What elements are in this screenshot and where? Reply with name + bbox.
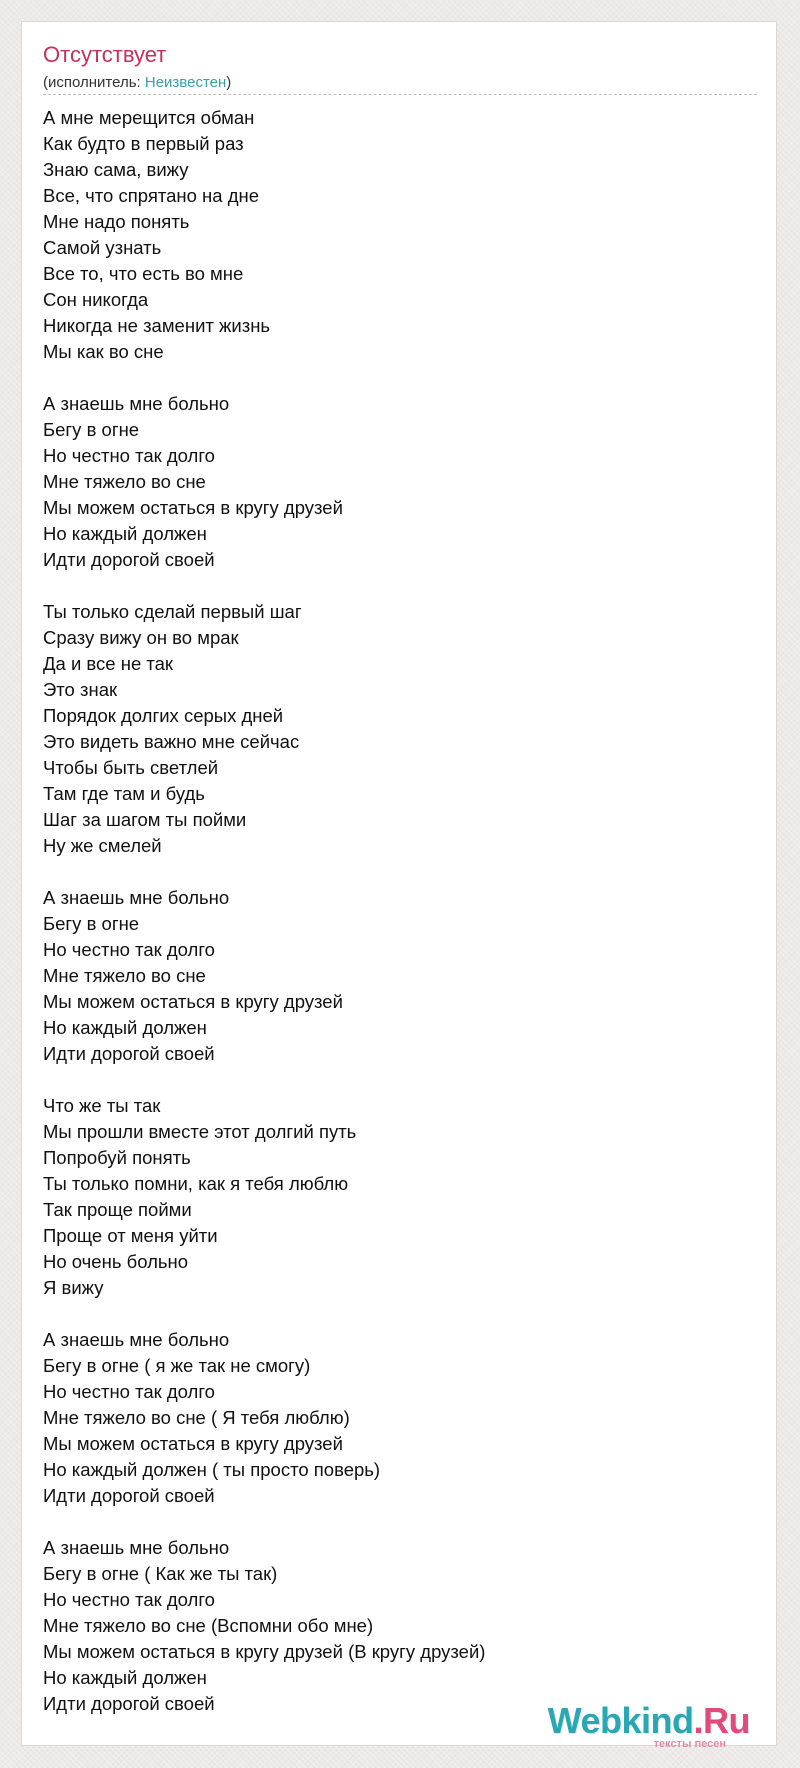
site-logo[interactable] xyxy=(547,1700,750,1750)
stanza-gap xyxy=(43,573,743,599)
lyric-line: Бегу в огне ( я же так не смогу) xyxy=(43,1355,311,1376)
lyric-line: Так проще пойми xyxy=(43,1199,192,1220)
performer-line xyxy=(43,75,231,90)
lyric-line: Никогда не заменит жизнь xyxy=(43,315,271,336)
lyric-line: Бегу в огне xyxy=(43,913,140,934)
lyric-line: Но каждый должен xyxy=(43,1017,207,1038)
stanza-gap xyxy=(43,859,743,885)
lyric-line: А мне мерещится обман xyxy=(43,107,255,128)
logo-name: Webkind xyxy=(547,1700,694,1741)
lyric-line: Мне тяжело во сне xyxy=(43,471,206,492)
lyric-line: Я вижу xyxy=(43,1277,104,1298)
lyric-line: Мы можем остаться в кругу друзей (В кругу друзей) xyxy=(43,1641,486,1662)
logo-tagline: тексты песен xyxy=(653,1738,726,1750)
lyric-line: Самой узнать xyxy=(43,237,162,258)
lyric-line: Ты только помни, как я тебя люблю xyxy=(43,1173,349,1194)
lyric-line: Сразу вижу он во мрак xyxy=(43,627,239,648)
lyric-line: А знаешь мне больно xyxy=(43,1329,230,1350)
performer-prefix: (исполнитель: xyxy=(43,74,145,91)
lyric-line: Да и все не так xyxy=(43,653,174,674)
lyric-line: Как будто в первый раз xyxy=(43,133,244,154)
lyric-line: Мы можем остаться в кругу друзей xyxy=(43,991,343,1012)
lyric-line: Мы можем остаться в кругу друзей xyxy=(43,1433,343,1454)
lyric-line: Проще от меня уйти xyxy=(43,1225,218,1246)
stanza-gap xyxy=(43,1509,743,1535)
lyric-line: Но каждый должен xyxy=(43,523,207,544)
stanza-gap xyxy=(43,365,743,391)
lyric-line: Чтобы быть светлей xyxy=(43,757,219,778)
lyric-line: Все то, что есть во мне xyxy=(43,263,244,284)
lyric-line: Идти дорогой своей xyxy=(43,549,215,570)
lyric-line: Идти дорогой своей xyxy=(43,1485,215,1506)
lyric-line: Ну же смелей xyxy=(43,835,162,856)
stanza-gap xyxy=(43,1301,743,1327)
lyric-line: Бегу в огне ( Как же ты так) xyxy=(43,1563,278,1584)
lyric-line: Идти дорогой своей xyxy=(43,1693,215,1714)
lyric-line: Это видеть важно мне сейчас xyxy=(43,731,300,752)
lyric-line: Но каждый должен ( ты просто поверь) xyxy=(43,1459,381,1480)
lyric-line: Мне тяжело во сне ( Я тебя люблю) xyxy=(43,1407,350,1428)
lyric-line: Там где там и будь xyxy=(43,783,205,804)
performer-link[interactable]: Неизвестен xyxy=(144,74,227,91)
lyric-line: Мне тяжело во сне (Вспомни обо мне) xyxy=(43,1615,374,1636)
lyric-line: Бегу в огне xyxy=(43,419,140,440)
lyric-line: Мне надо понять xyxy=(43,211,190,232)
lyrics-card xyxy=(21,21,777,1750)
lyric-line: Но честно так долго xyxy=(43,939,215,960)
lyric-line: Порядок долгих серых дней xyxy=(43,705,284,726)
lyric-line: Но честно так долго xyxy=(43,445,215,466)
lyric-line: Мы как во сне xyxy=(43,341,164,362)
performer-suffix: ) xyxy=(226,74,232,91)
title-divider xyxy=(43,94,757,95)
lyric-line: Мы можем остаться в кругу друзей xyxy=(43,497,343,518)
lyric-line: Все, что спрятано на дне xyxy=(43,185,260,206)
lyric-line: Ты только сделай первый шаг xyxy=(43,601,302,622)
lyric-line: Идти дорогой своей xyxy=(43,1043,215,1064)
lyric-line: Но честно так долго xyxy=(43,1381,215,1402)
lyric-line: А знаешь мне больно xyxy=(43,393,230,414)
lyric-line: А знаешь мне больно xyxy=(43,887,230,908)
lyric-line: Сон никогда xyxy=(43,289,149,310)
lyric-line: Что же ты так xyxy=(43,1095,161,1116)
lyric-line: Но каждый должен xyxy=(43,1667,207,1688)
lyric-line: Это знак xyxy=(43,679,118,700)
lyric-line: Но честно так долго xyxy=(43,1589,215,1610)
song-title: Отсутствует xyxy=(43,42,167,67)
lyric-line: Но очень больно xyxy=(43,1251,189,1272)
lyric-line: Знаю сама, вижу xyxy=(43,159,189,180)
lyric-line: А знаешь мне больно xyxy=(43,1537,230,1558)
logo-tld: .Ru xyxy=(693,1700,750,1741)
lyric-line: Мы прошли вместе этот долгий путь xyxy=(43,1121,357,1142)
lyric-line: Мне тяжело во сне xyxy=(43,965,206,986)
lyric-line: Попробуй понять xyxy=(43,1147,191,1168)
stanza-gap xyxy=(43,1067,743,1093)
lyrics-text xyxy=(43,105,743,1717)
lyric-line: Шаг за шагом ты пойми xyxy=(43,809,247,830)
